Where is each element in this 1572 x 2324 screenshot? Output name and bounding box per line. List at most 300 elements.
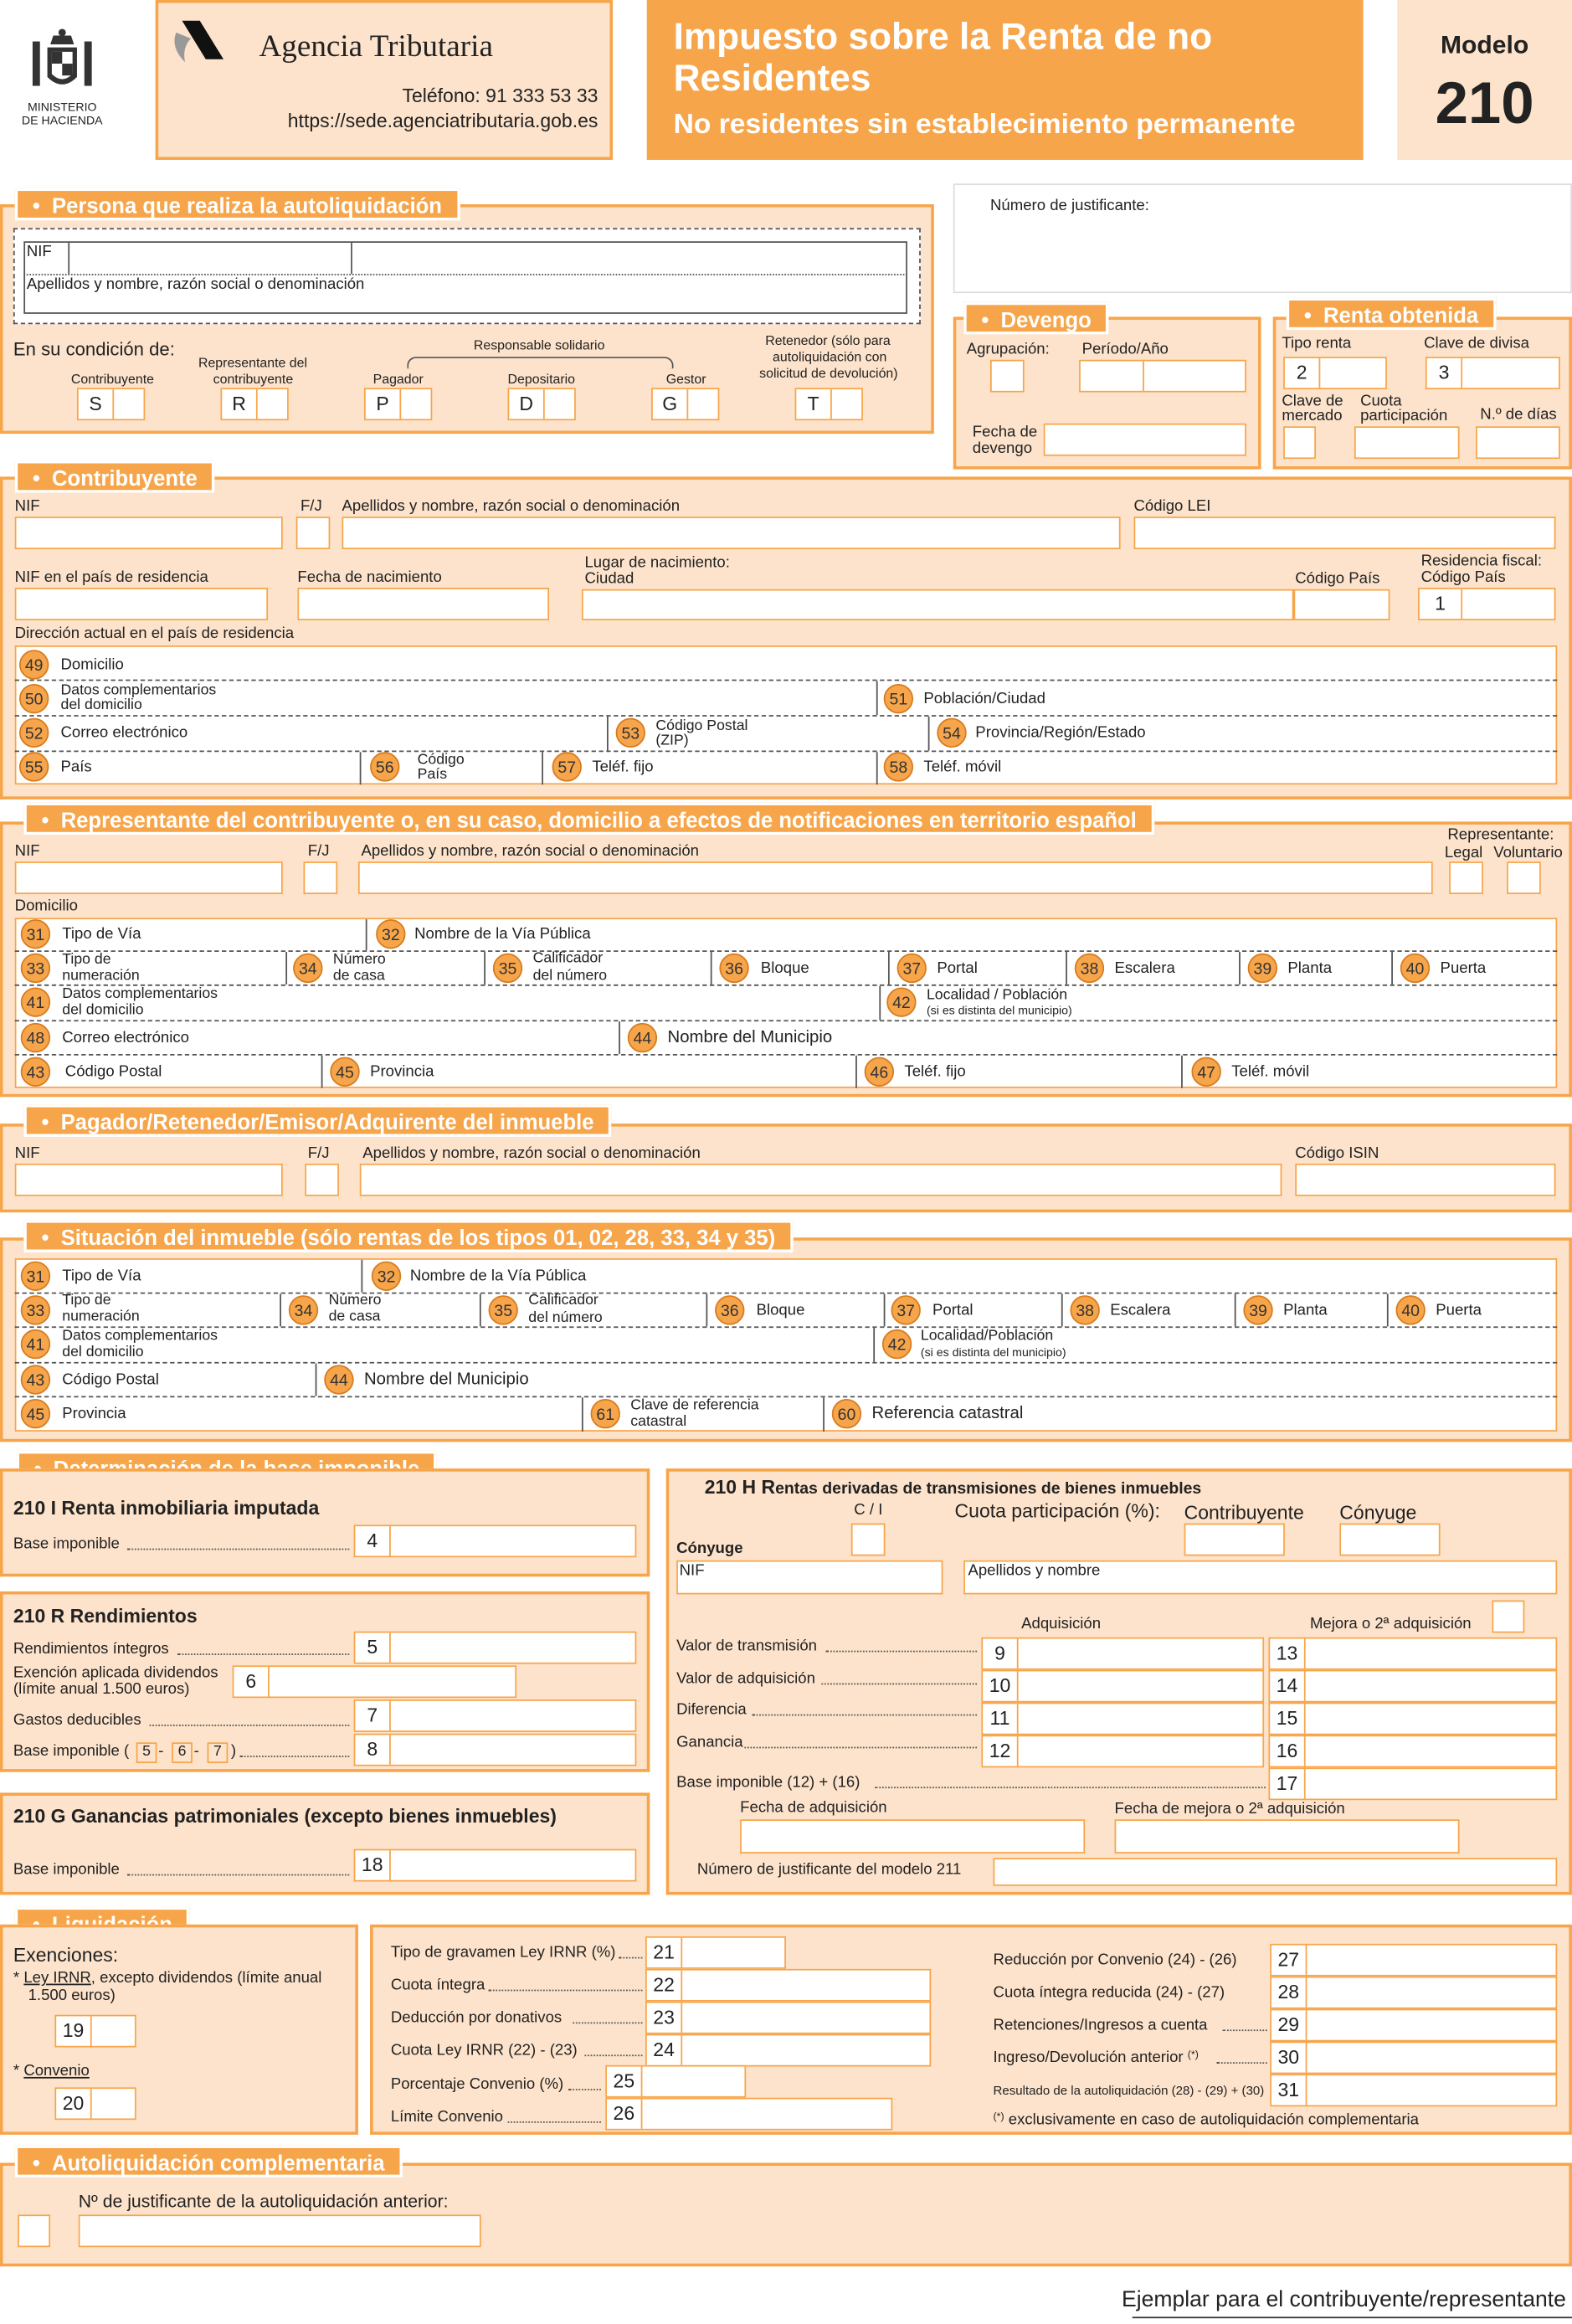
b4-input[interactable] — [354, 1524, 637, 1557]
renta-title: • Renta obtenida — [1287, 297, 1497, 330]
legal-checkbox[interactable] — [1449, 861, 1483, 894]
agency-url: https://sede.agenciatributaria.gob.es — [287, 109, 598, 132]
retenedor-label-3: solicitud de devolución) — [759, 365, 898, 381]
clave-mercado-label-2: mercado — [1282, 407, 1343, 425]
diferencia-dots — [752, 1715, 977, 1716]
b22-num: 22 — [647, 1971, 682, 2000]
r33-badge: 33 — [21, 954, 50, 983]
b7-num: 7 — [355, 1701, 390, 1730]
periodo-input[interactable] — [1079, 360, 1144, 393]
rep-sep-13 — [1181, 1056, 1183, 1088]
l50a: Datos complementarios — [60, 682, 217, 699]
key-g: G — [653, 389, 688, 419]
tipo-renta-label: Tipo renta — [1282, 334, 1352, 352]
b16-num: 16 — [1270, 1736, 1305, 1766]
lugar-nac-label-1: Lugar de nacimiento: — [584, 553, 730, 572]
direccion-label: Dirección actual en el país de residencia — [14, 625, 295, 643]
h-contribuyente-label: Contribuyente — [1184, 1501, 1304, 1524]
complementaria-title: • Autoliquidación complementaria — [15, 2145, 403, 2177]
footer-underline — [1133, 2316, 1572, 2318]
cuota-input[interactable] — [1354, 426, 1460, 459]
i-portal-label: Portal — [932, 1301, 974, 1319]
fecha-devengo-label-1: Fecha de — [972, 423, 1038, 441]
r-formula-5: 5 — [136, 1742, 157, 1763]
r-nombre-via-label: Nombre de la Vía Pública — [414, 925, 591, 943]
b9-input[interactable] — [981, 1638, 1264, 1670]
b12-num: 12 — [983, 1736, 1018, 1766]
ciudad-input[interactable] — [582, 589, 1294, 620]
rep-domicilio-label: Domicilio — [14, 897, 79, 915]
mejora-checkbox[interactable] — [1492, 1601, 1524, 1633]
modelo-number: 210 — [1435, 70, 1534, 136]
contribuyente-title: • Contribuyente — [15, 460, 215, 493]
i32-badge: 32 — [372, 1262, 401, 1291]
nota-text: exclusivamente en caso de autoliquidación complementaria — [1004, 2111, 1420, 2129]
i-l61a: Clave de referencia — [630, 1397, 759, 1414]
divisa-input[interactable] — [1426, 357, 1560, 389]
contrib-fj-label: F/J — [300, 497, 322, 516]
b8-input[interactable] — [354, 1734, 637, 1766]
valor-trans-label: Valor de transmisión — [676, 1637, 817, 1655]
b16-input[interactable] — [1268, 1735, 1557, 1767]
agrupacion-label: Agrupación: — [966, 340, 1050, 358]
modelo-box — [1397, 0, 1572, 160]
codigo-pais-nac-input[interactable] — [1293, 589, 1390, 620]
h-conyuge-input[interactable] — [1339, 1524, 1440, 1556]
convenio-line — [13, 2064, 90, 2080]
dir-sep-6 — [876, 752, 878, 784]
i-bloque-label: Bloque — [756, 1301, 805, 1319]
conyuge-nif-label: NIF — [679, 1561, 705, 1580]
i38-badge: 38 — [1070, 1295, 1099, 1324]
fecha-nac-input[interactable] — [297, 588, 549, 620]
r34-badge: 34 — [293, 954, 322, 983]
b10-input[interactable] — [981, 1670, 1264, 1703]
persona-nif-label: NIF — [26, 243, 52, 261]
isin-input[interactable] — [1295, 1164, 1555, 1196]
c51-badge: 51 — [884, 684, 913, 713]
i-puerta-label: Puerta — [1436, 1301, 1482, 1319]
agency-logo-icon — [170, 18, 229, 65]
inm-sep-10 — [316, 1364, 317, 1396]
b27-num: 27 — [1271, 1946, 1307, 1975]
r-tipo-via-label: Tipo de Vía — [62, 925, 141, 943]
rep-sep-6 — [1066, 952, 1067, 985]
b5-num: 5 — [355, 1632, 390, 1662]
contrib-lei-input[interactable] — [1134, 517, 1556, 549]
cuota-integra-label: Cuota íntegra — [390, 1976, 485, 1994]
i-l33a: Tipo de — [62, 1292, 111, 1309]
representante-title: • Representante del contribuyente o, en su caso, domicilio a efectos de notificaciones en territorio español — [23, 802, 1154, 835]
i42-badge: 42 — [882, 1329, 912, 1359]
deduccion-label: Deducción por donativos — [390, 2008, 563, 2027]
b26-num: 26 — [607, 2099, 642, 2128]
persona-name-input[interactable] — [23, 291, 907, 314]
inm-row-2 — [15, 1326, 1558, 1328]
l53b: (ZIP) — [655, 733, 689, 749]
rep-sep-4 — [711, 952, 712, 985]
b14-input[interactable] — [1268, 1670, 1557, 1703]
provincia-label: Provincia/Región/Estado — [975, 723, 1146, 742]
nif-pais-input[interactable] — [15, 588, 268, 620]
l53a: Código Postal — [655, 717, 748, 735]
i-tipo-via-label: Tipo de Vía — [62, 1267, 141, 1285]
i-l42a: Localidad/Población — [920, 1328, 1054, 1345]
i-l34b: de casa — [328, 1309, 381, 1325]
l56a: Código — [417, 752, 465, 769]
r-escalera-label: Escalera — [1114, 959, 1175, 978]
i33-badge: 33 — [21, 1295, 50, 1324]
b26-input[interactable] — [605, 2098, 892, 2131]
h-base-dots — [875, 1787, 1266, 1788]
conyuge-nif-input[interactable] — [676, 1560, 943, 1595]
b17-num: 17 — [1270, 1769, 1305, 1798]
r-exencion-2: (límite anual 1.500 euros) — [13, 1680, 190, 1699]
rep-nif-input[interactable] — [15, 861, 283, 894]
b22-input[interactable] — [645, 1969, 931, 2002]
i-l34a: Número — [328, 1292, 382, 1309]
l56b: País — [417, 766, 448, 784]
b7-input[interactable] — [354, 1699, 637, 1732]
b25-input[interactable] — [605, 2065, 746, 2098]
correo-label: Correo electrónico — [60, 723, 188, 742]
ley-link[interactable]: Ley IRNR — [23, 1968, 91, 1987]
complementaria-checkbox[interactable] — [18, 2214, 50, 2247]
i-escalera-label: Escalera — [1110, 1301, 1171, 1319]
ley-line-1 — [13, 1968, 322, 1987]
fecha-adq-input[interactable] — [740, 1819, 1085, 1854]
i41-badge: 41 — [21, 1329, 50, 1359]
coat-of-arms-icon — [27, 27, 98, 100]
r48-badge: 48 — [21, 1023, 50, 1052]
b25-num: 25 — [607, 2067, 642, 2096]
nota-star: (*) — [993, 2112, 1004, 2123]
contribuyente-label: Contribuyente — [70, 371, 154, 387]
base-i-dots — [127, 1549, 349, 1550]
c49-badge: 49 — [19, 650, 49, 679]
inmueble-grid — [15, 1258, 1558, 1432]
agency-box — [156, 0, 613, 160]
clave-mercado-input[interactable] — [1283, 426, 1316, 459]
r-integros-label: Rendimientos íntegros — [13, 1640, 169, 1658]
base-i-title: 210 I Renta inmobiliaria imputada — [13, 1496, 320, 1519]
dias-label: N.º de días — [1480, 405, 1557, 424]
persona-nif-input[interactable] — [68, 243, 352, 274]
b6-input[interactable] — [233, 1665, 517, 1698]
valor-trans-dots — [826, 1651, 977, 1653]
dir-sep-3 — [928, 717, 930, 751]
i61-badge: 61 — [591, 1399, 620, 1428]
b23-input[interactable] — [645, 2002, 931, 2034]
ley-rest-2: 1.500 euros) — [28, 1987, 116, 2005]
ministry-line-2: DE HACIENDA — [21, 114, 103, 128]
limite-dots — [508, 2121, 601, 2123]
conv-link[interactable]: Convenio — [23, 2062, 90, 2080]
dir-sep-4 — [360, 752, 362, 784]
representante-label-2: contribuyente — [213, 371, 294, 387]
b13-num: 13 — [1270, 1639, 1305, 1668]
voluntario-checkbox[interactable] — [1507, 861, 1541, 894]
limite-label: Límite Convenio — [390, 2108, 504, 2126]
cuota-integra-dots — [489, 1990, 643, 1992]
domicilio-label: Domicilio — [60, 656, 124, 674]
b28-input[interactable] — [1270, 1977, 1557, 2009]
b31-num: 31 — [1271, 2075, 1307, 2105]
rep-name-input[interactable] — [358, 861, 1433, 894]
i-l41b: del domicilio — [62, 1344, 144, 1361]
rep-row-2 — [15, 985, 1558, 986]
c55-badge: 55 — [19, 752, 49, 781]
c54-badge: 54 — [937, 718, 966, 748]
ingreso-star: (*) — [1187, 2050, 1199, 2061]
ci-input[interactable] — [851, 1524, 886, 1556]
agrupacion-input[interactable] — [990, 360, 1025, 393]
r46-badge: 46 — [865, 1057, 894, 1087]
rep-sep-7 — [1239, 952, 1241, 985]
h-conyuge-label: Cónyuge — [1339, 1501, 1417, 1524]
b19-num: 19 — [56, 2016, 91, 2045]
r-exencion-1: Exención aplicada dividendos — [13, 1663, 218, 1682]
b20-input[interactable] — [54, 2087, 136, 2120]
conv-star: * — [13, 2062, 24, 2080]
r-gastos-dots — [150, 1725, 350, 1726]
gestor-label: Gestor — [665, 371, 706, 387]
tipo-gravamen-dots — [619, 1957, 642, 1959]
ley-star: * — [13, 1968, 24, 1987]
b4-num: 4 — [355, 1526, 390, 1555]
r37-badge: 37 — [897, 954, 927, 983]
complementaria-input[interactable] — [79, 2214, 481, 2247]
b19-input[interactable] — [54, 2015, 136, 2048]
b30-input[interactable] — [1270, 2041, 1557, 2074]
ganancia-label: Ganancia — [676, 1733, 743, 1751]
i-l35b: del número — [528, 1309, 603, 1327]
b12-input[interactable] — [981, 1735, 1264, 1767]
periodo-label: Período/Año — [1081, 340, 1169, 358]
key-r: R — [222, 389, 257, 419]
r-correo-label: Correo electrónico — [62, 1028, 189, 1047]
nif-pais-label: NIF en el país de residencia — [14, 568, 208, 587]
pag-name-input[interactable] — [360, 1164, 1282, 1196]
r-l41b: del domicilio — [62, 1002, 144, 1019]
r35-badge: 35 — [493, 954, 522, 983]
rep-fj-label: F/J — [307, 842, 330, 861]
rep-sep-2 — [285, 952, 287, 985]
fecha-nac-label: Fecha de nacimiento — [297, 568, 442, 587]
key-r-checkbox[interactable] — [220, 388, 288, 420]
b23-num: 23 — [647, 2003, 682, 2033]
tipo-renta-input[interactable] — [1283, 357, 1387, 389]
ministry-line-1: MINISTERIO — [27, 100, 97, 115]
inmueble-title: • Situación del inmueble (sólo rentas de los tipos 01, 02, 28, 33, 34 y 35) — [23, 1220, 793, 1252]
b24-input[interactable] — [645, 2034, 931, 2067]
key-g-checkbox[interactable] — [651, 388, 719, 420]
b30-num: 30 — [1271, 2043, 1307, 2072]
r-telef-movil-label: Teléf. móvil — [1231, 1062, 1310, 1081]
inm-sep-5 — [884, 1293, 886, 1326]
dias-input[interactable] — [1476, 426, 1560, 459]
i-l61b: catastral — [630, 1413, 687, 1431]
b15-num: 15 — [1270, 1704, 1305, 1733]
r-provincia-label: Provincia — [370, 1062, 434, 1081]
rep-sep-8 — [1391, 952, 1393, 985]
i45-badge: 45 — [21, 1399, 50, 1428]
b10-num: 10 — [983, 1671, 1018, 1700]
pag-nif-input[interactable] — [15, 1164, 283, 1196]
base-i-panel — [0, 1468, 650, 1576]
contrib-nif-label: NIF — [14, 497, 40, 516]
r36-badge: 36 — [719, 954, 748, 983]
rep-sep-11 — [321, 1056, 323, 1088]
g-base-dots — [127, 1874, 349, 1876]
b6-num: 6 — [234, 1667, 269, 1696]
r42-badge: 42 — [886, 987, 916, 1016]
retenedor-label-2: autoliquidación con — [773, 349, 887, 365]
b5-input[interactable] — [354, 1632, 637, 1664]
pag-nif-label: NIF — [14, 1144, 40, 1163]
pag-fj-input[interactable] — [305, 1164, 339, 1196]
r31-badge: 31 — [21, 919, 50, 949]
key-p: P — [366, 389, 401, 419]
residencia-input[interactable] — [1418, 588, 1555, 620]
pag-name-label: Apellidos y nombre, razón social o denominación — [362, 1144, 701, 1163]
contrib-name-input[interactable] — [342, 517, 1120, 549]
divisa-label: Clave de divisa — [1424, 334, 1530, 352]
b21-input[interactable] — [645, 1936, 786, 1969]
base-g-title: 210 G Ganancias patrimoniales (excepto bienes inmuebles) — [13, 1804, 557, 1828]
porcentaje-label: Porcentaje Convenio (%) — [390, 2075, 564, 2094]
i39-badge: 39 — [1243, 1295, 1272, 1324]
cuota-label-2: participación — [1360, 407, 1448, 425]
rep-type-label: Representante: — [1447, 825, 1554, 844]
c50-badge: 50 — [19, 684, 49, 713]
deduccion-dots — [573, 2022, 642, 2023]
r40-badge: 40 — [1400, 954, 1430, 983]
i-l41a: Datos complementarios — [62, 1328, 218, 1345]
condicion-label: En su condición de: — [13, 338, 175, 360]
pag-fj-label: F/J — [307, 1144, 330, 1163]
fecha-mejora-label: Fecha de mejora o 2ª adquisición — [1114, 1800, 1345, 1818]
voluntario-label: Voluntario — [1493, 843, 1563, 862]
dir-row-2 — [15, 715, 1558, 717]
modelo-label: Modelo — [1440, 31, 1529, 59]
inm-sep-12 — [823, 1397, 825, 1432]
telef-movil-label: Teléf. móvil — [923, 758, 1002, 776]
b15-input[interactable] — [1268, 1703, 1557, 1735]
tipo-gravamen-label: Tipo de gravamen Ley IRNR (%) — [390, 1943, 616, 1962]
cuota-ley-label: Cuota Ley IRNR (22) - (23) — [390, 2041, 578, 2059]
contrib-fj-input[interactable] — [296, 517, 331, 549]
r44-badge: 44 — [628, 1023, 657, 1052]
h-contribuyente-input[interactable] — [1184, 1524, 1285, 1556]
pagador-title: • Pagador/Retenedor/Emisor/Adquirente del inmueble — [23, 1104, 611, 1137]
b13-input[interactable] — [1268, 1638, 1557, 1670]
r38-badge: 38 — [1075, 954, 1104, 983]
r-l41a: Datos complementarios — [62, 985, 218, 1003]
fecha-devengo-input[interactable] — [1044, 424, 1246, 456]
b21-num: 21 — [647, 1938, 682, 1967]
r-l33a: Tipo de — [62, 952, 111, 969]
i-l33b: numeración — [62, 1309, 140, 1325]
ingreso-dots — [1217, 2062, 1267, 2064]
r45-badge: 45 — [330, 1057, 359, 1087]
key-t-checkbox[interactable] — [795, 388, 863, 420]
mejora-label: Mejora o 2ª adquisición — [1309, 1615, 1472, 1633]
key-p-checkbox[interactable] — [364, 388, 432, 420]
representante-label-1: Representante del — [198, 355, 308, 371]
i43-badge: 43 — [21, 1365, 50, 1394]
b20-num: 20 — [56, 2089, 91, 2118]
b11-input[interactable] — [981, 1703, 1264, 1735]
key-s-checkbox[interactable] — [77, 388, 145, 420]
base-i-label: Base imponible — [13, 1535, 120, 1553]
inm-sep-4 — [706, 1293, 707, 1326]
b8-num: 8 — [355, 1735, 390, 1764]
r-l33b: numeración — [62, 968, 140, 985]
b18-input[interactable] — [354, 1849, 637, 1882]
b31-input[interactable] — [1270, 2074, 1557, 2106]
h-title-b: entas derivadas de transmisiones de bienes inmuebles — [775, 1480, 1202, 1499]
b17-input[interactable] — [1268, 1767, 1557, 1800]
complementaria-label: Nº de justificante de la autoliquidación anterior: — [78, 2191, 449, 2212]
b27-input[interactable] — [1270, 1944, 1557, 1977]
c56-badge: 56 — [370, 752, 399, 781]
h-title-a: 210 H R — [704, 1475, 776, 1499]
retenciones-dots — [1223, 2029, 1267, 2031]
contrib-nif-input[interactable] — [15, 517, 283, 549]
r-minus-2: - — [193, 1742, 199, 1761]
depositario-label: Depositario — [507, 371, 576, 387]
porcentaje-dots — [568, 2089, 601, 2090]
fecha-devengo-label-2: devengo — [972, 440, 1033, 458]
persona-name-label: Apellidos y nombre, razón social o denominación — [26, 275, 365, 294]
r-bloque-label: Bloque — [760, 959, 809, 978]
adquisicion-label: Adquisición — [1021, 1615, 1102, 1633]
r-minus-1: - — [158, 1742, 164, 1761]
cuota-ley-dots — [584, 2054, 642, 2056]
retenedor-label-1: Retenedor (sólo para — [765, 332, 891, 348]
l50b: del domicilio — [60, 697, 142, 714]
inm-sep-6 — [1061, 1293, 1063, 1326]
residencia-label-1: Residencia fiscal: — [1420, 552, 1543, 570]
exenciones-label: Exenciones: — [13, 1943, 119, 1967]
ano-input[interactable] — [1143, 360, 1246, 393]
r-integros-dots — [177, 1653, 349, 1655]
agency-name: Agencia Tributaria — [259, 28, 493, 64]
b14-num: 14 — [1270, 1671, 1305, 1700]
r-puerta-label: Puerta — [1440, 959, 1487, 978]
r-l42a: Localidad / Población — [926, 987, 1068, 1004]
rep-fj-input[interactable] — [304, 861, 338, 894]
b18-num: 18 — [355, 1850, 390, 1879]
valor-adq-label: Valor de adquisición — [676, 1669, 815, 1688]
title-line-2: Residentes — [673, 57, 871, 100]
justificante-label: Número de justificante: — [989, 197, 1149, 215]
isin-label: Código ISIN — [1295, 1144, 1379, 1163]
devengo-title: • Devengo — [963, 302, 1109, 335]
rep-row-4 — [15, 1054, 1558, 1056]
b29-input[interactable] — [1270, 2009, 1557, 2042]
b9-num: 9 — [983, 1639, 1018, 1668]
justificante-211-input[interactable] — [994, 1858, 1558, 1886]
legal-label: Legal — [1444, 843, 1483, 862]
i-ref-catastral-label: Referencia catastral — [871, 1405, 1024, 1423]
fecha-mejora-input[interactable] — [1115, 1819, 1460, 1854]
key-d-checkbox[interactable] — [508, 388, 576, 420]
i-l42b: (si es distinta del municipio) — [920, 1345, 1066, 1360]
rep-nif-label: NIF — [14, 842, 40, 861]
c52-badge: 52 — [19, 718, 49, 748]
